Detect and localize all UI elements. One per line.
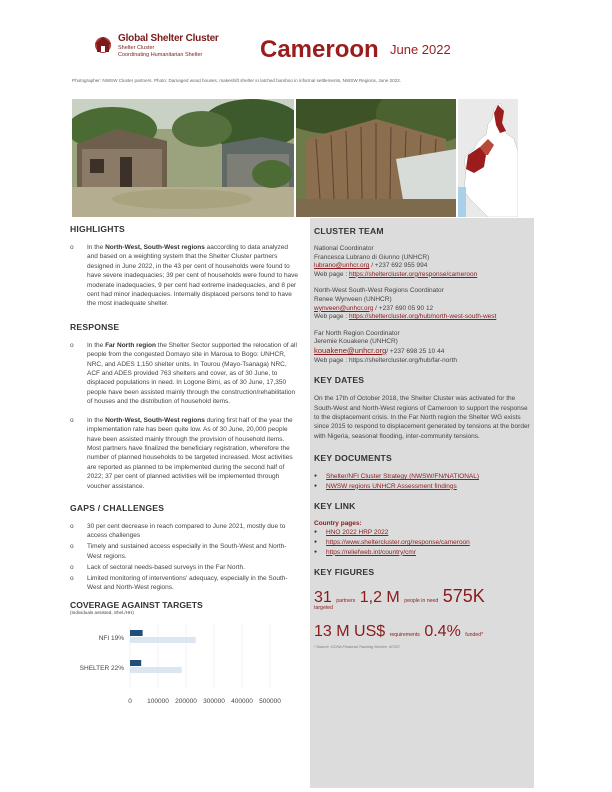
contact-web-link[interactable]: https://sheltercluster.org/hub/north-west-south-west xyxy=(348,313,497,321)
contact-email-link[interactable]: lubrano@unhcr.org xyxy=(314,262,370,270)
report-period: June 2022 xyxy=(390,42,451,57)
chart-bar-reached xyxy=(130,630,143,636)
logo-subtitle: Shelter Cluster xyxy=(118,45,155,51)
key-link-item[interactable]: ● https://reliefweb.int/country/cmr xyxy=(314,548,530,558)
bullet-marker: o xyxy=(70,341,74,349)
gap-item: o Limited monitoring of interventions' adequacy, especially in the South-West and North-West regions. xyxy=(70,574,288,592)
shelter-cluster-logo-icon xyxy=(92,34,114,54)
key-figures-heading: KEY FIGURES xyxy=(314,567,375,578)
contact-web-link[interactable]: https://sheltercluster.org/response/cameroon xyxy=(348,270,478,278)
chart-tick-label: 400000 xyxy=(231,698,253,706)
chart-tick-label: 100000 xyxy=(147,698,169,706)
photo-caption: Photographer: NWSW Cluster partners. Photo: Damaged wood houses, makeshift shelter in latched bamboo in informal settlements, NWSW Regions, June 2022. xyxy=(72,78,402,83)
contact-name: Francesca Lubrano di Giunno (UNHCR) xyxy=(314,253,430,261)
document-link[interactable]: ● Shelter/NFI Cluster Strategy (NWSW/FN/NATIONAL) xyxy=(314,472,530,482)
contact-nwsw-coordinator xyxy=(314,287,530,321)
chart-category-label: NFI 19% xyxy=(98,635,124,643)
contact-name: Jeremie Kouakene (UNHCR) xyxy=(314,338,398,346)
contact-phone: / +237 690 05 90 12 xyxy=(373,304,434,312)
contact-web-text[interactable]: https://sheltercluster.org/hub/far-north xyxy=(348,356,457,364)
photo-damaged-houses xyxy=(72,99,294,217)
contact-role: North-West South-West Regions Coordinator xyxy=(314,287,444,295)
response-item: o In the North-West, South-West regions during first half of the year the implementation rate has been quite low. As of 30 June, 20,000 people have been assisted mainly through the provision of household items. Most partners have finalized the beneficiary registration, wherefore the number of planned households to be targeted increased. Most activities are reported as planned to be implemented during the second half of 2022; 37 per cent of planned activities will be implemented through voucher assistance. xyxy=(70,416,293,490)
response-heading: RESPONSE xyxy=(70,321,120,332)
key-link-heading: KEY LINK xyxy=(314,501,356,512)
key-dates-text: On the 17th of October 2018, the Shelter Cluster was activated for the South-West and North-West regions of Cameroon to support the response to the displacement crisis. In the Far North region the Shelter WG exists since 2015 to respond to displacement generated by tensions at the border with Nigeria, seasonal flooding, inter-community tensions. xyxy=(314,395,530,440)
key-figures-row-1 xyxy=(314,586,530,607)
funded-value: 0.4% xyxy=(424,623,461,641)
funding-source-note: * Source: OCHA Financial Tracking Service, 4/7/22 xyxy=(314,645,400,650)
gap-item: o 30 per cent decrease in reach compared to June 2021, mostly due to access challenges xyxy=(70,522,286,540)
key-documents-heading: KEY DOCUMENTS xyxy=(314,453,392,464)
contact-far-north-coordinator xyxy=(314,330,530,365)
left-column xyxy=(70,224,300,740)
highlights-heading: HIGHLIGHTS xyxy=(70,224,125,234)
response-item: o In the Far North region the Shelter Sector supported the relocation of all people from the congested Domayo site in Maroua to Bogo: UNHCR, NRC, and ADES 1,150 shelter units. In Tourou (Mayo-Tsanaga) NRC, ACF and ADES provided 763 shelters and cover, as of 30 June, to displaced populations in need. In Logone Birni, as of 30 June, 17,350 people have been assisted mainly through the construction/rehabilitation of houses and the distribution of household items. xyxy=(70,341,297,406)
requirements-value: 13 M US$ xyxy=(314,623,386,641)
location-map xyxy=(458,99,518,217)
key-link-item[interactable]: ● https://www.sheltercluster.org/response/cameroon xyxy=(314,538,530,548)
partners-label: partners xyxy=(336,598,356,605)
coverage-subheading: (Individuals assisted, Shel./HH) xyxy=(70,610,134,616)
chart-tick-label: 500000 xyxy=(259,698,281,706)
contact-phone: / +237 692 955 994 xyxy=(369,262,428,270)
contact-name: Renee Wynveen (UNHCR) xyxy=(314,295,392,303)
contact-role: National Coordinator xyxy=(314,245,374,252)
global-shelter-cluster-logo xyxy=(92,32,222,62)
logo-title: Global Shelter Cluster xyxy=(118,33,219,44)
gap-item: o Lack of sectoral needs-based surveys in the Far North. xyxy=(70,563,245,571)
people-in-need-label: people in need xyxy=(404,598,439,605)
highlight-item: o In the North-West, South-West regions aaccording to data analyzed and based on a weighting system that the Shelter Cluster partners designed in June 2022, in the 43 per cent of households were found to have severe inadequacies; 39 per cent of households were found to have moderate inadequacies, 9 per cent had extreme inadequacies, and 8 per cent had minor inadequacies. Internally displaced persons tend to have the most inadequate shelter. xyxy=(70,244,299,308)
chart-bar-target xyxy=(130,637,196,643)
key-dates-heading: KEY DATES xyxy=(314,375,365,386)
logo-tagline: Coordinating Humanitarian Shelter xyxy=(118,52,203,58)
contact-national-coordinator xyxy=(314,245,530,279)
targeted-value: 575K xyxy=(442,586,485,607)
key-link-item[interactable]: ● HNO 2022 HRP 2022 xyxy=(314,528,530,538)
coverage-heading: COVERAGE AGAINST TARGETS xyxy=(70,600,203,611)
web-page-label: Web page : xyxy=(314,270,349,278)
web-page-label: Web page : xyxy=(314,313,349,321)
right-panel xyxy=(310,218,534,788)
photo-makeshift-shelter xyxy=(296,99,456,217)
contact-phone: / +237 698 25 10 44 xyxy=(386,347,445,355)
chart-bar-target xyxy=(130,667,182,673)
chart-tick-label: 200000 xyxy=(175,698,197,706)
web-page-label: Web page : xyxy=(314,356,349,364)
contact-email-link[interactable]: kouakene@unhcr.org xyxy=(314,345,387,355)
key-link-list xyxy=(314,528,530,557)
key-figures-row-2 xyxy=(314,623,530,641)
partners-value: 31 xyxy=(314,589,332,607)
requirements-label: requirements xyxy=(389,632,420,639)
chart-category-label: SHELTER 22% xyxy=(79,665,124,673)
chart-tick-label: 0 xyxy=(128,698,132,706)
bullet-marker: o xyxy=(70,244,74,251)
contact-email-link[interactable]: wynveen@unhcr.org xyxy=(314,304,374,312)
coverage-chart xyxy=(70,617,300,735)
page-title: Cameroon xyxy=(260,36,379,63)
gaps-heading: GAPS / CHALLENGES xyxy=(70,502,165,513)
page-header xyxy=(0,0,612,70)
people-in-need-value: 1,2 M xyxy=(359,589,400,607)
bullet-marker: o xyxy=(70,416,74,424)
chart-bar-reached xyxy=(130,660,141,666)
gap-item: o Timely and sustained access especially in the South-West and North-West regions. xyxy=(70,543,287,560)
contact-role: Far North Region Coordinator xyxy=(314,329,400,337)
cluster-team-heading: CLUSTER TEAM xyxy=(314,226,384,236)
funded-label: funded* xyxy=(465,632,484,639)
key-documents-list xyxy=(314,472,530,491)
document-link[interactable]: ● NWSW regions UNHCR Assessment findings xyxy=(314,482,530,492)
chart-tick-label: 300000 xyxy=(203,698,225,706)
targeted-label: targeted xyxy=(314,605,334,612)
country-pages-label: Country pages: xyxy=(314,520,362,528)
